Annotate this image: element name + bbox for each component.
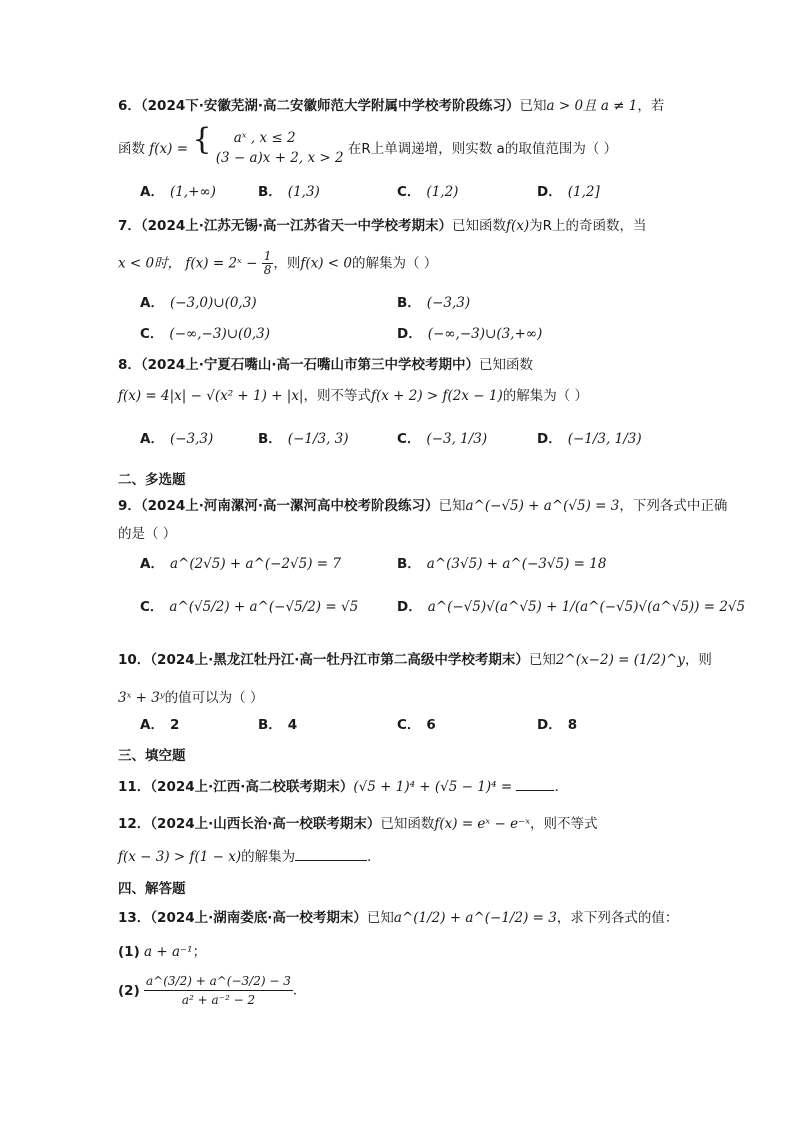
option-text: (−∞,−3)∪(3,+∞) (427, 326, 543, 342)
q8-stem2: ，则不等式 (303, 388, 371, 404)
q7-expression: f(x) = 2ˣ − (185, 255, 258, 272)
q13-number: 13． (118, 910, 151, 926)
q8-inequality: f(x + 2) > f(2x − 1) (370, 388, 503, 404)
q9-line2 (118, 524, 176, 544)
option-text: (−3,0)∪(0,3) (169, 295, 257, 311)
q13-sub1-tail: ； (192, 944, 207, 960)
option-text: 2 (169, 717, 180, 733)
option-text: 4 (287, 717, 298, 733)
option-label: B． (397, 295, 421, 311)
option-text: (−1/3, 1/3) (567, 431, 642, 447)
q8-line1 (118, 355, 533, 375)
q12-line1 (118, 814, 598, 834)
option-label: B． (397, 556, 421, 572)
section-heading-solutions: 四、解答题 (118, 881, 186, 897)
q7-option-b[interactable] (397, 292, 470, 314)
q13-sub2 (118, 972, 306, 1016)
option-label: D． (537, 717, 562, 733)
q11-tail: ． (554, 779, 568, 795)
section-heading-fill-blank: 三、填空题 (118, 748, 186, 764)
section-heading-multiple-choice: 二、多选题 (118, 472, 186, 488)
option-label: C． (140, 599, 164, 615)
q6-line1 (118, 96, 664, 116)
q7-option-c[interactable] (140, 323, 270, 345)
q7-number: 7． (118, 218, 141, 234)
q10-line2 (118, 688, 263, 708)
q13-sub2-tail: ． (292, 982, 307, 999)
q9-option-c[interactable] (140, 596, 358, 618)
q6-option-b[interactable] (258, 181, 320, 203)
q9-stem-tail: ，下列各式中正确 (619, 498, 728, 514)
q8-function: f(x) = 4|x| − √(x² + 1) + |x| (118, 388, 304, 404)
q11-number: 11． (118, 779, 151, 795)
option-label: B． (258, 431, 282, 447)
q7-stem: 已知函数 (452, 218, 506, 234)
q6-source: （2024下·安徽芜湖·高二安徽师范大学附属中学校考阶段练习） (140, 98, 520, 114)
q8-option-c[interactable] (397, 428, 487, 450)
option-label: A． (140, 556, 164, 572)
option-text: (1,2] (567, 184, 600, 200)
option-text: (−∞,−3)∪(0,3) (169, 326, 271, 342)
option-text: (−1/3, 3) (287, 431, 349, 447)
option-text: (1,3) (287, 184, 320, 200)
q10-stem-tail: ，则 (684, 652, 712, 668)
q8-option-b[interactable] (258, 428, 349, 450)
q6-option-a[interactable] (140, 181, 216, 203)
q8-number: 8． (118, 357, 141, 373)
option-text: (1,+∞) (169, 184, 216, 200)
q8-stem: 已知函数 (479, 357, 533, 373)
option-label: C． (397, 717, 421, 733)
q12-line2 (118, 846, 381, 867)
option-label: D． (537, 431, 562, 447)
q11-source: （2024上·江西·高二校联考期末） (150, 779, 354, 795)
option-label: C． (397, 184, 421, 200)
q12-answer-blank[interactable] (295, 846, 367, 861)
q7-condition: x < 0时， (118, 255, 182, 272)
q11-expression: (√5 + 1)⁴ + (√5 − 1)⁴ = (353, 779, 513, 795)
q8-tail: 的解集为（ ） (502, 388, 589, 404)
q13-stem: 已知 (366, 910, 394, 926)
option-label: D． (397, 599, 422, 615)
q13-stem-tail: ，求下列各式的值： (556, 910, 679, 926)
q9-source: （2024上·河南漯河·高一漯河高中校考阶段练习） (140, 498, 439, 514)
q10-expression: 2^(x−2) = (1/2)^y (555, 652, 685, 668)
q6-function: f(x) = (149, 141, 189, 157)
q13-expression: a^(1/2) + a^(−1/2) = 3 (393, 910, 557, 926)
q7-line1 (118, 216, 647, 236)
q13-sub1 (118, 942, 206, 962)
q6-piece1: aˣ , x ≤ 2 (233, 130, 296, 146)
option-text: (−3, 1/3) (426, 431, 488, 447)
option-label: A． (140, 184, 164, 200)
option-text: a^(3√5) + a^(−3√5) = 18 (426, 556, 607, 572)
q12-stem: 已知函数 (380, 816, 435, 832)
q7-frac-num: 1 (263, 249, 272, 263)
option-text: 8 (567, 717, 578, 733)
q6-piece2: (3 − a)x + 2, x > 2 (215, 150, 344, 166)
q10-line1 (118, 650, 712, 670)
q9-number: 9． (118, 498, 141, 514)
option-label: A． (140, 431, 164, 447)
q7-inequality: f(x) < 0 (300, 255, 353, 272)
q6-stem: 已知 (519, 98, 547, 114)
q12-number: 12． (118, 816, 151, 832)
q10-expression2: 3ˣ + 3ʸ (118, 690, 165, 706)
option-text: a^(√5/2) + a^(−√5/2) = √5 (169, 599, 359, 615)
option-label: A． (140, 295, 164, 311)
q6-option-c[interactable] (397, 181, 458, 203)
option-text: 6 (426, 717, 436, 733)
q7-function: f(x) (506, 218, 530, 234)
q13-sub2-fraction (144, 972, 293, 1009)
q6-line2 (118, 122, 618, 172)
q12-tail: ． (367, 849, 381, 865)
q9-stem: 已知 (438, 498, 466, 514)
q6-stem-tail: ，若 (637, 98, 665, 114)
q9-line1 (118, 496, 727, 516)
q7-source: （2024上·江苏无锡·高一江苏省天一中学校考期末） (140, 218, 452, 234)
q7-stem-tail: 为R上的奇函数，当 (529, 218, 647, 234)
q7-option-a[interactable] (140, 292, 257, 314)
q10-stem: 已知 (528, 652, 556, 668)
q6-option-d[interactable] (537, 181, 600, 203)
q6-stem2: 在R上单调递增，则实数 a的取值范围为（ ） (347, 141, 618, 157)
q7-frac-den: 8 (263, 263, 272, 277)
q8-option-d[interactable] (537, 428, 642, 450)
q12-source: （2024上·山西长治·高一校联考期末） (150, 816, 381, 832)
option-label: B． (258, 184, 282, 200)
option-label: D． (537, 184, 562, 200)
q7-line2 (118, 250, 437, 278)
q9-expression: a^(−√5) + a^(√5) = 3 (465, 498, 620, 514)
q10-option-c[interactable] (397, 714, 436, 736)
q8-source: （2024上·宁夏石嘴山·高一石嘴山市第三中学校考期中） (140, 357, 479, 373)
option-text: a^(2√5) + a^(−2√5) = 7 (169, 556, 341, 572)
q13-sub2-label: (2) (118, 982, 140, 999)
q9-stem2: 的是（ ） (118, 526, 177, 542)
q13-sub1-label: (1) (118, 944, 140, 960)
q6-brace: { (192, 122, 212, 157)
q10-option-b[interactable] (258, 714, 297, 736)
q13-sub2-denominator: a² + a⁻² − 2 (181, 993, 256, 1007)
q10-source: （2024上·黑龙江牡丹江·高一牡丹江市第二高级中学校考期末） (150, 652, 529, 668)
option-label: A． (140, 717, 164, 733)
q8-option-a[interactable] (140, 428, 213, 450)
q8-line2 (118, 386, 588, 406)
q10-number: 10． (118, 652, 151, 668)
q13-line1 (118, 908, 678, 928)
q6-number: 6． (118, 98, 141, 114)
q6-pieces (216, 128, 344, 168)
option-label: C． (397, 431, 421, 447)
option-text: a^(−√5)√(a^√5) + 1/(a^(−√5)√(a^√5)) = 2√5 (427, 599, 746, 615)
q10-stem2: 的值可以为（ ） (164, 690, 264, 706)
option-text: (−3,3) (169, 431, 214, 447)
q11-line (118, 776, 568, 797)
q12-stem-tail: ，则不等式 (530, 816, 598, 832)
q7-tail: 的解集为（ ） (352, 255, 438, 272)
q12-function: f(x) = eˣ − e⁻ˣ (434, 816, 531, 832)
option-label: B． (258, 717, 282, 733)
q12-stem2: 的解集为 (241, 849, 296, 865)
q10-option-d[interactable] (537, 714, 577, 736)
q12-inequality: f(x − 3) > f(1 − x) (118, 849, 242, 865)
q10-option-a[interactable] (140, 714, 179, 736)
q6-condition: a > 0且 a ≠ 1 (546, 98, 638, 114)
q7-then: ，则 (273, 255, 301, 272)
q9-option-b[interactable] (397, 553, 606, 575)
q9-option-d[interactable] (397, 596, 745, 618)
q7-fraction (262, 250, 274, 277)
q13-sub1-expression: a + a⁻¹ (144, 944, 193, 960)
option-text: (1,2) (426, 184, 459, 200)
q13-sub2-numerator: a^(3/2) + a^(−3/2) − 3 (144, 972, 293, 991)
q13-source: （2024上·湖南娄底·高一校考期末） (150, 910, 367, 926)
q7-option-d[interactable] (397, 323, 542, 345)
option-text: (−3,3) (426, 295, 471, 311)
option-label: C． (140, 326, 164, 342)
q6-func-label: 函数 (118, 141, 145, 157)
option-label: D． (397, 326, 422, 342)
q9-option-a[interactable] (140, 553, 341, 575)
q11-answer-blank[interactable] (516, 776, 554, 791)
